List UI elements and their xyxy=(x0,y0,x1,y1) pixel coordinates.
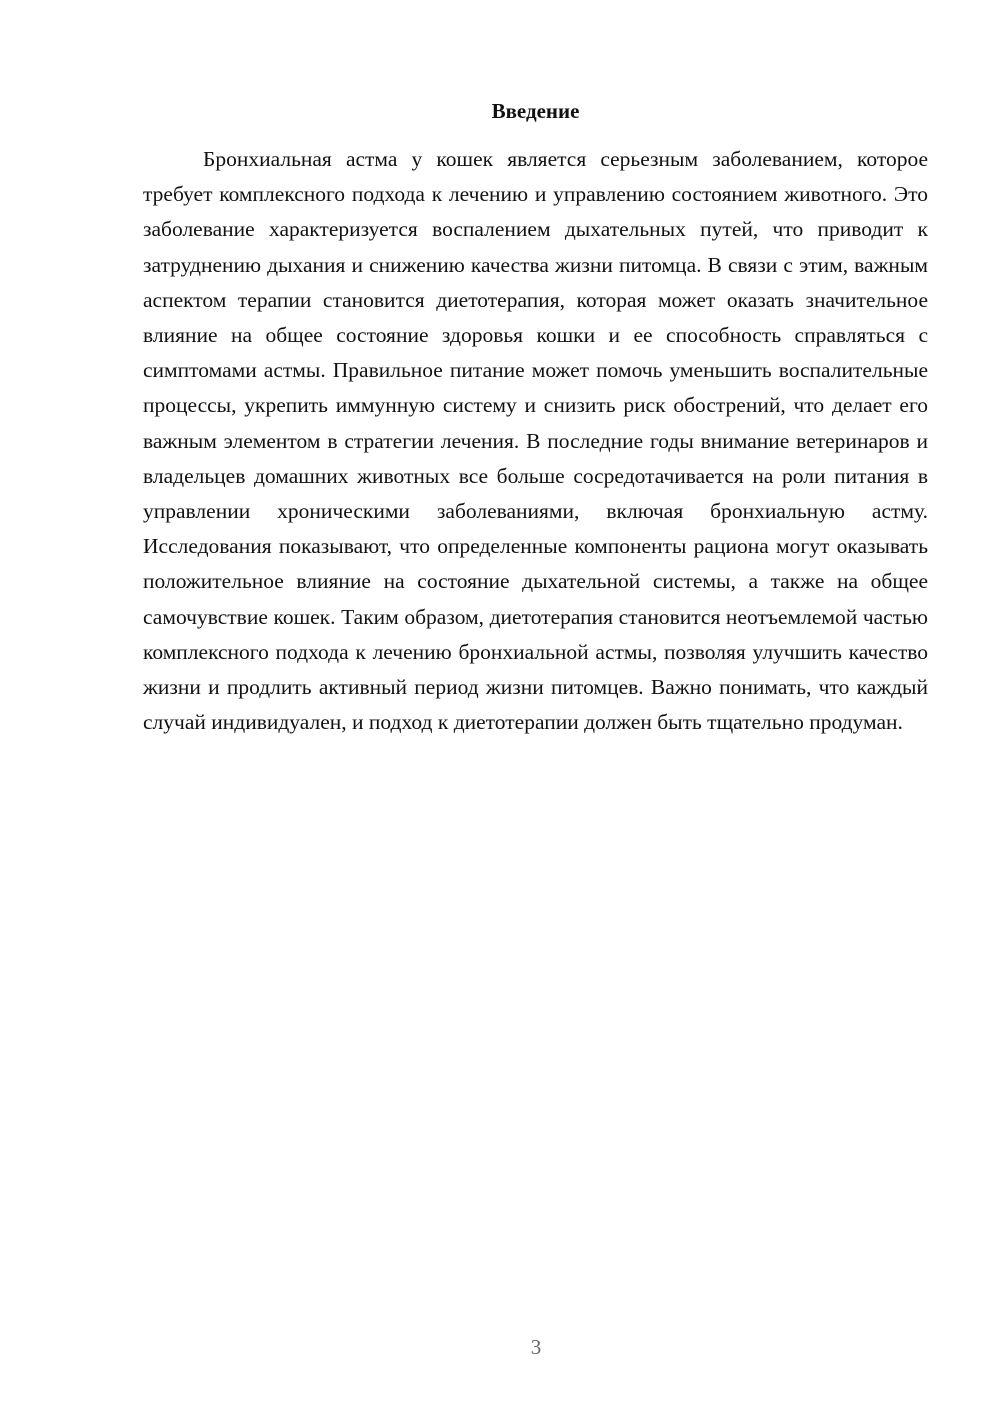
body-paragraph: Бронхиальная астма у кошек является серьезным заболеванием, которое требует комплексного подхода к лечению и управлению состоянием животного. Это заболевание характеризуется воспалением дыхательных путей, что приводит к затруднению дыхания и снижению качества жизни питомца. В связи с этим, важным аспектом терапии становится диетотерапия, которая может оказать значительное влияние на общее состояние здоровья кошки и ее способность справляться с симптомами астмы. Правильное питание может помочь уменьшить воспалительные процессы, укрепить иммунную систему и снизить риск обострений, что делает его важным элементом в стратегии лечения. В последние годы внимание ветеринаров и владельцев домашних животных все больше сосредотачивается на роли питания в управлении хроническими заболеваниями, включая бронхиальную астму. Исследования показывают, что определенные компоненты рациона могут оказывать положительное влияние на состояние дыхательной системы, а также на общее самочувствие кошек. Таким образом, диетотерапия становится неотъемлемой частью комплексного подхода к лечению бронхиальной астмы, позволяя улучшить качество жизни и продлить активный период жизни питомцев. Важно понимать, что каждый случай индивидуален, и подход к диетотерапии должен быть тщательно продуман. xyxy=(143,147,928,735)
section-heading: Введение xyxy=(491,99,580,123)
page-number: 3 xyxy=(530,1335,542,1359)
